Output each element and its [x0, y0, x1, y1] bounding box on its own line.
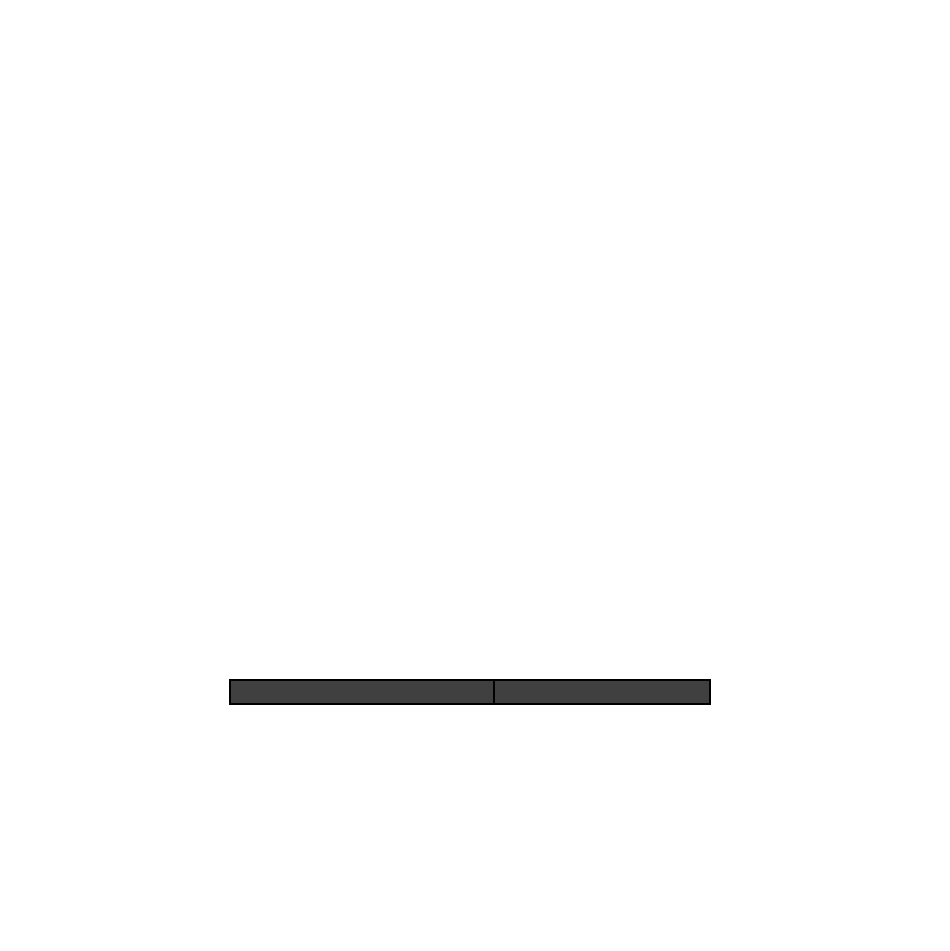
param-header	[230, 680, 494, 704]
interval-header	[494, 680, 710, 704]
parameter-table	[229, 679, 711, 705]
